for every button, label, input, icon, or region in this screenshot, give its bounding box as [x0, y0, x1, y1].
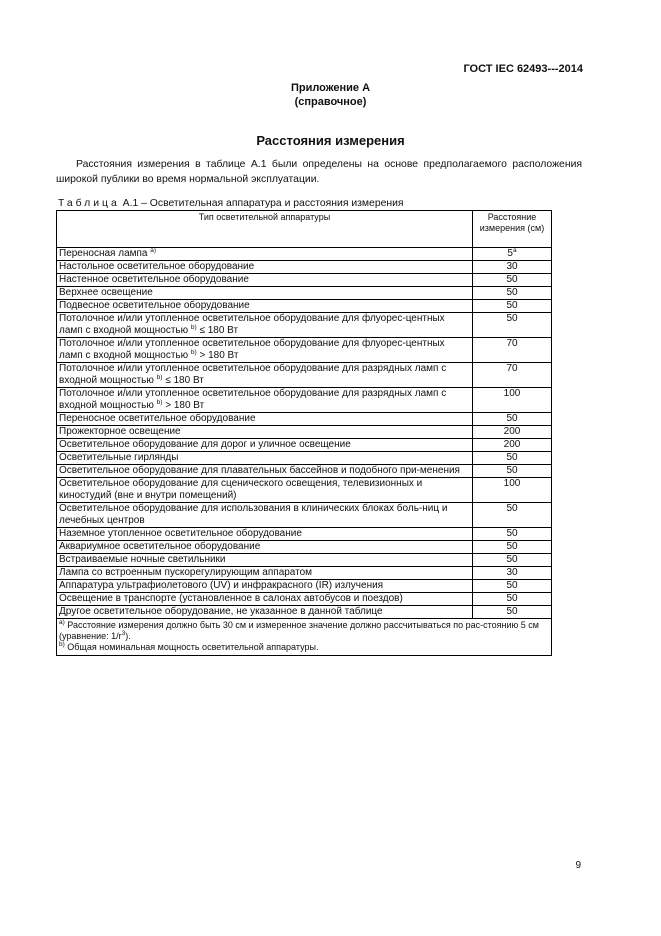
- footnote-a-text: Расстояние измерения должно быть 30 см и измеренное значение должно рассчитываться по рас-стоянию 5 см (уравнение: 1/r: [59, 620, 539, 641]
- fixture-type-cell: [57, 274, 473, 287]
- table-row: [57, 313, 552, 338]
- table-row: [57, 503, 552, 528]
- table-row: [57, 554, 552, 567]
- distance-value: 50: [506, 465, 518, 476]
- intro-paragraph: Расстояния измерения в таблице А.1 были определены на основе предполагаемого расположения широкой публики во время нормальной эксплуатации.: [56, 159, 582, 185]
- footnotes-row: [57, 619, 552, 656]
- distance-cell: [473, 606, 552, 619]
- table-row: [57, 300, 552, 313]
- distance-cell: [473, 567, 552, 580]
- distance-cell: [473, 465, 552, 478]
- distance-cell: [473, 313, 552, 338]
- table-row: [57, 593, 552, 606]
- annex-subtitle: (справочное): [294, 96, 367, 108]
- fixture-type-text: Другое осветительное оборудование, не указанное в данной таблице: [59, 606, 383, 617]
- table-row: [57, 426, 552, 439]
- distance-value: 70: [506, 363, 518, 374]
- distance-value: 100: [503, 388, 521, 399]
- fixture-type-cell: [57, 528, 473, 541]
- fixture-type-cell: [57, 606, 473, 619]
- fixture-type-text: Освещение в транспорте (установленное в салонах автобусов и поездов): [59, 593, 403, 604]
- fixture-type-text: Осветительные гирлянды: [59, 452, 179, 463]
- footnote-b-mark: b): [59, 641, 65, 648]
- fixture-type-cell: [57, 567, 473, 580]
- table-row: [57, 287, 552, 300]
- fixture-type-text: Настенное осветительное оборудование: [59, 274, 249, 285]
- distance-cell: [473, 426, 552, 439]
- fixture-type-cell: [57, 313, 473, 338]
- distance-value: 200: [503, 426, 521, 437]
- fixture-type-cell: [57, 580, 473, 593]
- distance-value: 50: [506, 300, 518, 311]
- fixture-type-text: Наземное утопленное осветительное оборудование: [59, 528, 302, 539]
- distance-value: 50: [506, 554, 518, 565]
- distance-cell: [473, 338, 552, 363]
- fixture-type-cell: [57, 413, 473, 426]
- distance-value: 70: [506, 338, 518, 349]
- distance-cell: [473, 528, 552, 541]
- footnotes-cell: [57, 619, 552, 656]
- fixture-type-text: Потолочное и/или утопленное осветительное оборудование для флуорес-центных ламп с входной мощностью: [59, 338, 445, 361]
- fixture-type-text: Потолочное и/или утопленное осветительное оборудование для разрядных ламп с входной мощностью: [59, 363, 447, 386]
- fixture-type-cell: [57, 541, 473, 554]
- distance-value: 50: [506, 452, 518, 463]
- distance-cell: [473, 478, 552, 503]
- distance-value: 50: [506, 606, 518, 617]
- table-row: [57, 452, 552, 465]
- distance-cell: [473, 363, 552, 388]
- fixture-type-cell: [57, 478, 473, 503]
- table-row: [57, 541, 552, 554]
- distance-value: 50: [506, 503, 518, 514]
- distance-cell: [473, 439, 552, 452]
- distance-cell: [473, 388, 552, 413]
- fixture-type-cell: [57, 300, 473, 313]
- fixture-type-text: Аквариумное осветительное оборудование: [59, 541, 261, 552]
- annex-heading: [0, 81, 661, 109]
- distance-value: 30: [506, 567, 518, 578]
- table-row: [57, 274, 552, 287]
- footnote-b: [59, 642, 549, 653]
- fixture-footnote-ref: b): [190, 324, 197, 331]
- document-code: ГОСТ IEC 62493---2014: [463, 63, 583, 75]
- distance-value: 5: [507, 248, 513, 259]
- distance-value: 50: [506, 593, 518, 604]
- fixture-power-text: ≤ 180 Вт: [162, 375, 204, 386]
- distance-value: 50: [506, 287, 518, 298]
- fixture-type-cell: [57, 287, 473, 300]
- table-row: [57, 248, 552, 261]
- distance-value: 100: [503, 478, 521, 489]
- fixture-type-cell: [57, 261, 473, 274]
- table-row: [57, 567, 552, 580]
- fixture-footnote-ref: b): [156, 399, 163, 406]
- table-row: [57, 439, 552, 452]
- distance-cell: [473, 541, 552, 554]
- distance-cell: [473, 413, 552, 426]
- fixture-type-cell: [57, 452, 473, 465]
- footnote-a-exponent: 3: [121, 630, 126, 637]
- fixture-type-text: Осветительное оборудование для дорог и уличное освещение: [59, 439, 351, 450]
- distance-cell: [473, 580, 552, 593]
- table-caption-text: А.1 – Осветительная аппаратура и расстояния измерения: [119, 198, 404, 209]
- table-row: [57, 388, 552, 413]
- distance-value: 200: [503, 439, 521, 450]
- fixture-type-text: Переносная лампа: [59, 248, 148, 259]
- footnote-a-mark: a): [59, 619, 65, 626]
- fixture-type-cell: [57, 465, 473, 478]
- distance-cell: [473, 287, 552, 300]
- distance-value: 30: [506, 261, 518, 272]
- table-row: [57, 580, 552, 593]
- fixture-type-cell: [57, 388, 473, 413]
- fixture-type-cell: [57, 248, 473, 261]
- fixture-footnote-ref: b): [156, 374, 163, 381]
- fixture-type-text: Осветительное оборудование для сценического освещения, телевизионных и киностудий (вне и внутри помещений): [59, 478, 423, 501]
- fixture-type-text: Прожекторное освещение: [59, 426, 181, 437]
- fixture-type-text: Осветительное оборудование для плавательных бассейнов и подобного при-менения: [59, 465, 460, 476]
- fixture-power-text: > 180 Вт: [196, 350, 239, 361]
- fixture-power-text: > 180 Вт: [162, 400, 205, 411]
- section-title: Расстояния измерения: [256, 133, 405, 148]
- distance-cell: [473, 300, 552, 313]
- table-row: [57, 338, 552, 363]
- measurement-distance-table: [56, 210, 552, 656]
- fixture-type-cell: [57, 426, 473, 439]
- fixture-type-cell: [57, 338, 473, 363]
- fixture-power-text: ≤ 180 Вт: [196, 325, 239, 336]
- fixture-footnote-ref: b): [190, 349, 197, 356]
- footnote-a: [59, 620, 549, 642]
- fixture-footnote-ref: a): [150, 247, 157, 254]
- table-row: [57, 528, 552, 541]
- column-header-type: Тип осветительной аппаратуры: [57, 211, 473, 248]
- table-row: [57, 478, 552, 503]
- annex-title: Приложение А: [290, 82, 371, 94]
- distance-footnote-ref: a: [512, 247, 517, 254]
- table-row: [57, 465, 552, 478]
- fixture-type-cell: [57, 554, 473, 567]
- column-header-distance: Расстояние измерения (см): [473, 211, 552, 248]
- distance-value: 50: [506, 580, 518, 591]
- table-caption: [58, 198, 404, 209]
- table-caption-word: Таблица: [58, 198, 120, 209]
- footnote-b-text: Общая номинальная мощность осветительной аппаратуры.: [64, 642, 319, 652]
- table-row: [57, 261, 552, 274]
- distance-cell: [473, 248, 552, 261]
- table-header-row: [57, 211, 552, 248]
- fixture-type-text: Лампа со встроенным пускорегулирующим аппаратом: [59, 567, 313, 578]
- fixture-type-text: Настольное осветительное оборудование: [59, 261, 255, 272]
- distance-cell: [473, 554, 552, 567]
- fixture-type-text: Осветительное оборудование для использования в клинических блоках боль-ниц и лечебных центров: [59, 503, 448, 526]
- fixture-type-cell: [57, 439, 473, 452]
- distance-value: 50: [506, 528, 518, 539]
- distance-cell: [473, 503, 552, 528]
- fixture-type-text: Потолочное и/или утопленное осветительное оборудование для разрядных ламп с входной мощностью: [59, 388, 447, 411]
- fixture-type-text: Потолочное и/или утопленное осветительное оборудование для флуорес-центных ламп с входной мощностью: [59, 313, 445, 336]
- distance-value: 50: [506, 541, 518, 552]
- fixture-type-cell: [57, 503, 473, 528]
- distance-cell: [473, 452, 552, 465]
- fixture-type-cell: [57, 593, 473, 606]
- distance-value: 50: [506, 274, 518, 285]
- table-row: [57, 413, 552, 426]
- fixture-type-text: Аппаратура ультрафиолетового (UV) и инфракрасного (IR) излучения: [59, 580, 384, 591]
- fixture-type-text: Переносное осветительное оборудование: [59, 413, 256, 424]
- distance-cell: [473, 593, 552, 606]
- fixture-type-text: Встраиваемые ночные светильники: [59, 554, 226, 565]
- page-number: 9: [575, 860, 581, 871]
- fixture-type-text: Подвесное осветительное оборудование: [59, 300, 250, 311]
- table-body: [57, 248, 552, 619]
- fixture-type-cell: [57, 363, 473, 388]
- table-row: [57, 363, 552, 388]
- fixture-type-text: Верхнее освещение: [59, 287, 153, 298]
- footnote-a-end: ).: [125, 631, 131, 641]
- distance-cell: [473, 261, 552, 274]
- distance-value: 50: [506, 413, 518, 424]
- distance-value: 50: [506, 313, 518, 324]
- distance-cell: [473, 274, 552, 287]
- table-row: [57, 606, 552, 619]
